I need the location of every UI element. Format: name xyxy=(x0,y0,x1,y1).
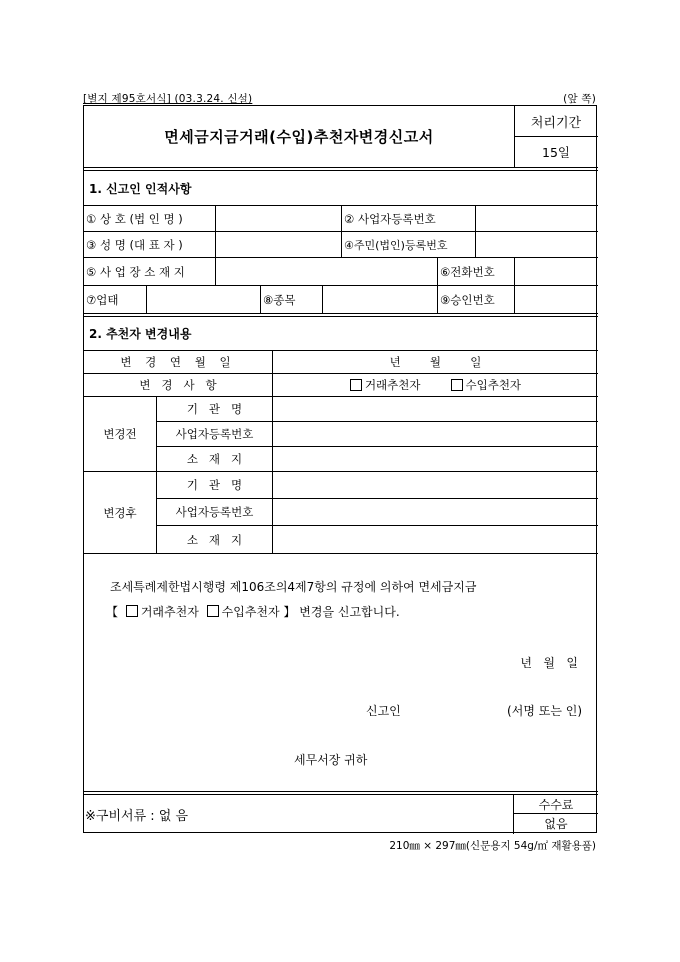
business-type-field[interactable] xyxy=(147,286,260,313)
form-reference: [별지 제95호서식] (03.3.24. 신설) xyxy=(83,93,253,105)
change-item-options xyxy=(273,374,598,396)
bracket-close: 】 xyxy=(283,605,296,619)
form-frame xyxy=(83,105,597,833)
fee-value: 없음 xyxy=(544,817,568,831)
before-biz-reg-no-field[interactable] xyxy=(273,422,598,446)
import-recommender-checkbox[interactable] xyxy=(451,379,463,391)
after-org-name-label: 기 관 명 xyxy=(186,478,243,492)
approval-no-field[interactable] xyxy=(515,286,598,313)
before-org-name-field[interactable] xyxy=(273,397,598,421)
page-side: (앞 쪽) xyxy=(563,93,596,105)
before-address-label: 소 재 지 xyxy=(186,452,243,466)
before-org-name-label: 기 관 명 xyxy=(186,402,243,416)
item-label: ⑧종목 xyxy=(263,292,296,307)
before-address-field[interactable] xyxy=(273,447,598,471)
phone-field[interactable] xyxy=(515,258,598,285)
representative-name-label: ③ 성 명 (대 표 자 ) xyxy=(86,237,183,252)
after-change-label: 변경후 xyxy=(103,505,137,520)
addressee: 세무서장 귀하 xyxy=(294,753,368,767)
before-biz-reg-no-label: 사업자등록번호 xyxy=(175,427,254,441)
approval-no-label: ⑨승인번호 xyxy=(440,292,495,307)
trade-name-field[interactable] xyxy=(216,206,341,231)
business-address-label: ⑤ 사 업 장 소 재 지 xyxy=(86,264,185,279)
business-reg-no-field[interactable] xyxy=(476,206,598,231)
after-biz-reg-no-label: 사업자등록번호 xyxy=(175,505,254,519)
decl-import-option: 수입추천자 xyxy=(221,605,280,619)
bracket-open: 【 xyxy=(106,605,119,619)
business-type-label: ⑦업태 xyxy=(86,292,119,307)
after-org-name-field[interactable] xyxy=(273,472,598,498)
decl-trade-checkbox[interactable] xyxy=(126,605,138,617)
before-change-label: 변경전 xyxy=(103,427,137,441)
after-biz-reg-no-field[interactable] xyxy=(273,499,598,525)
change-item-label: 변 경 사 항 xyxy=(139,378,217,392)
declarant-label: 신고인 xyxy=(366,704,401,718)
item-field[interactable] xyxy=(323,286,437,313)
after-address-label: 소 재 지 xyxy=(186,532,243,547)
business-address-field[interactable] xyxy=(216,258,437,285)
trade-recommender-option: 거래추천자 xyxy=(364,378,421,392)
processing-period-label: 처리기간 xyxy=(530,115,582,131)
phone-label: ⑥전화번호 xyxy=(440,264,495,279)
section1-heading: 1. 신고인 인적사항 xyxy=(89,181,192,196)
fee-label: 수수료 xyxy=(538,797,574,812)
representative-name-field[interactable] xyxy=(216,232,341,257)
section2-heading: 2. 추천자 변경내용 xyxy=(89,327,192,341)
processing-period-value: 15일 xyxy=(542,145,570,160)
declaration-text: 조세특례제한법시행령 제106조의4제7항의 규정에 의하여 면세금지금 xyxy=(110,580,477,594)
import-recommender-option: 수입추천자 xyxy=(465,378,522,392)
declaration-date[interactable]: 년 월 일 xyxy=(520,656,578,670)
resident-no-label: ④주민(법인)등록번호 xyxy=(344,238,448,252)
business-reg-no-label: ② 사업자등록번호 xyxy=(344,211,436,226)
form-title: 면세금지금거래(수입)추천자변경신고서 xyxy=(164,128,434,146)
paper-spec: 210㎜ × 297㎜(신문용지 54g/㎡ 재활용품) xyxy=(389,840,596,852)
declaration-options xyxy=(106,603,400,620)
required-documents: ※구비서류 : 없 음 xyxy=(85,808,189,824)
change-date-field[interactable]: 년 월 일 xyxy=(389,355,482,369)
decl-import-checkbox[interactable] xyxy=(207,605,219,617)
decl-trade-option: 거래추천자 xyxy=(140,605,199,619)
trade-name-label: ① 상 호 (법 인 명 ) xyxy=(86,211,183,226)
after-address-field[interactable] xyxy=(273,526,598,553)
signature-label[interactable]: (서명 또는 인) xyxy=(507,704,582,718)
resident-no-field[interactable] xyxy=(476,232,598,257)
change-date-label: 변 경 연 월 일 xyxy=(120,355,236,369)
trade-recommender-checkbox[interactable] xyxy=(350,379,362,391)
declaration-tail: 변경을 신고합니다. xyxy=(299,605,400,619)
